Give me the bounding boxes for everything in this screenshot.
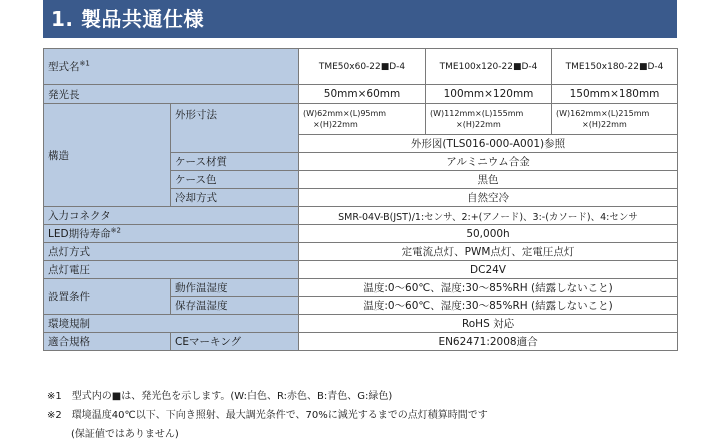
dims-1: (W)62mm×(L)95mm ×(H)22mm (299, 104, 426, 135)
drawing-ref: 外形図(TLS016-000-A001)参照 (299, 135, 678, 153)
lighting: 定電流点灯、PWM点灯、定電圧点灯 (299, 243, 678, 261)
emit-label: 発光長 (44, 85, 299, 104)
emit-2: 100mm×120mm (426, 85, 552, 104)
life-note: ※2 (110, 226, 121, 235)
st-temp-label: 保存温湿度 (171, 297, 299, 315)
voltage-label: 点灯電圧 (44, 261, 299, 279)
model-2: TME100x120-22■D-4 (426, 49, 552, 85)
table-row (44, 261, 678, 279)
case-color: 黒色 (299, 171, 678, 189)
case-material: アルミニウム合金 (299, 153, 678, 171)
st-temp: 温度:0～60℃、湿度:30～85%RH (結露しないこと) (299, 297, 678, 315)
table-row (44, 243, 678, 261)
table-row (44, 225, 678, 243)
model-label-cell (44, 49, 299, 85)
env-label: 環境規制 (44, 315, 299, 333)
case-material-label: ケース材質 (171, 153, 299, 171)
voltage: DC24V (299, 261, 678, 279)
cooling-label: 冷却方式 (171, 189, 299, 207)
table-row (44, 315, 678, 333)
struct-label: 構造 (44, 104, 171, 207)
life-label: LED期待寿命 (48, 228, 111, 240)
footnote-2-cont: (保証値ではありません) (71, 429, 179, 440)
dims-2: (W)112mm×(L)155mm ×(H)22mm (426, 104, 552, 135)
install-label: 設置条件 (44, 279, 171, 315)
model-3: TME150x180-22■D-4 (552, 49, 678, 85)
emit-1: 50mm×60mm (299, 85, 426, 104)
footnote-2: ※2 環境温度40℃以下、下向き照射、最大調光条件で、70%に減光するまでの点灯積算時間です (47, 410, 488, 421)
footnotes (47, 387, 687, 444)
op-temp: 温度:0～60℃、湿度:30～85%RH (結露しないこと) (299, 279, 678, 297)
table-row (44, 333, 678, 351)
model-label: 型式名 (48, 61, 80, 73)
op-temp-label: 動作温湿度 (171, 279, 299, 297)
dims-label: 外形寸法 (171, 104, 299, 153)
spec-table (43, 48, 678, 351)
lighting-label: 点灯方式 (44, 243, 299, 261)
env: RoHS 対応 (299, 315, 678, 333)
model-1: TME50x60-22■D-4 (299, 49, 426, 85)
dims-3: (W)162mm×(L)215mm ×(H)22mm (552, 104, 678, 135)
case-color-label: ケース色 (171, 171, 299, 189)
table-row (44, 49, 678, 85)
connector: SMR-04V-B(JST)/1:センサ、2:+(アノード)、3:-(カソード)、4:センサ (299, 207, 678, 225)
model-note: ※1 (79, 59, 90, 68)
footnote-1: ※1 型式内の■は、発光色を示します。(W:白色、R:赤色、B:青色、G:緑色) (47, 391, 393, 402)
emit-3: 150mm×180mm (552, 85, 678, 104)
life-label-cell (44, 225, 299, 243)
table-row (44, 85, 678, 104)
ce: EN62471:2008適合 (299, 333, 678, 351)
table-row (44, 279, 678, 297)
table-row (44, 207, 678, 225)
std-label: 適合規格 (44, 333, 171, 351)
ce-label: CEマーキング (171, 333, 299, 351)
life: 50,000h (299, 225, 678, 243)
cooling: 自然空冷 (299, 189, 678, 207)
connector-label: 入力コネクタ (44, 207, 299, 225)
table-row (44, 104, 678, 135)
section-title: 1. 製品共通仕様 (43, 0, 677, 38)
